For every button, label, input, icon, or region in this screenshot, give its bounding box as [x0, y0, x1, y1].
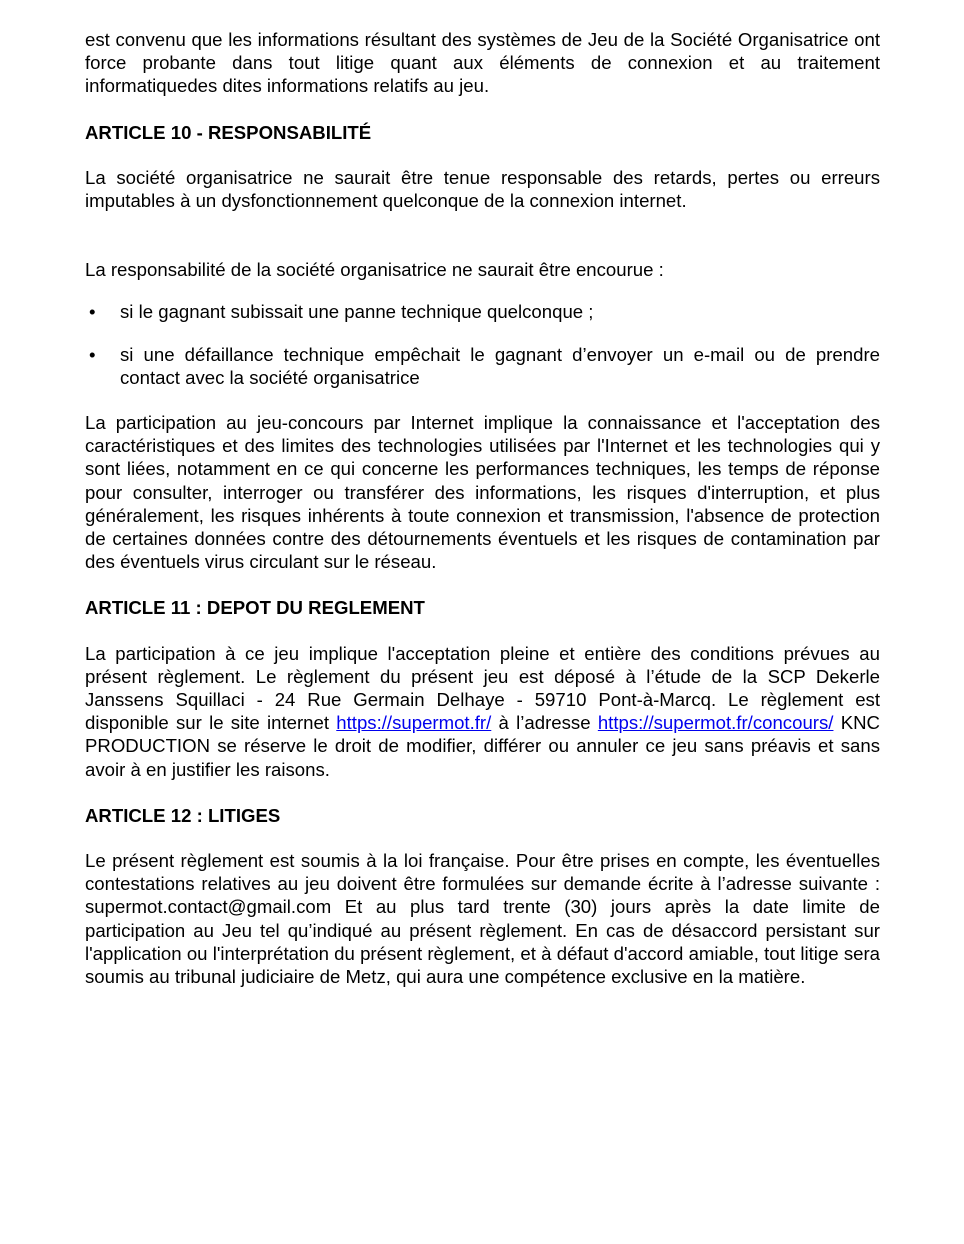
bullet-list-responsabilite	[85, 300, 880, 389]
paragraph-article-12-litiges: Le présent règlement est soumis à la loi française. Pour être prises en compte, les éventuelles contestations relatives au jeu doivent être formulées sur demande écrite à l’adresse suivante : supermot.contact@gmail.com Et au plus tard trente (30) jours après la date limite de participation au Jeu tel qu’indiqué au présent règlement. En cas de désaccord persistant sur l'application ou l'interprétation du présent règlement, et à défaut d'accord amiable, tout litige sera soumis au tribunal judiciaire de Metz, qui aura une compétence exclusive en la matière.	[85, 850, 880, 988]
spacer	[85, 827, 880, 849]
list-item-text: si le gagnant subissait une panne technique quelconque ;	[120, 301, 594, 323]
reglement-link-1[interactable]: https://supermot.fr/	[336, 712, 492, 734]
spacer	[85, 281, 880, 300]
paragraph-article-10-responsabilite: La société organisatrice ne saurait être tenue responsable des retards, pertes ou erreurs imputables à un dysfonctionnement quelconque de la connexion internet.	[85, 166, 880, 212]
heading-article-12: ARTICLE 12 : LITIGES	[85, 804, 281, 826]
spacer	[85, 389, 880, 411]
list-item-text: si une défaillance technique empêchait le gagnant d’envoyer un e-mail ou de prendre contact avec la société organisatrice	[120, 343, 880, 388]
heading-article-11: ARTICLE 11 : DEPOT DU REGLEMENT	[85, 597, 425, 619]
heading-article-10: ARTICLE 10 - RESPONSABILITÉ	[85, 121, 372, 143]
paragraph-text-run: La participation à ce jeu implique l'acceptation pleine et entière des conditions prévues au présent règlement. Le règlement du présent jeu est déposé à l’étude de la SCP Dekerle Janssens Squillaci - 24 Rue Germain Delhaye - 59710 Pont-à-Marcq. Le règlement est disponible sur le site internet	[85, 642, 880, 734]
list-item	[85, 343, 880, 389]
paragraph-article-10-technologies: La participation au jeu-concours par Internet implique la connaissance et l'acceptation des caractéristiques et des limites des technologies utilisées par l'Internet et les technologies qui y sont liées, notamment en ce qui concerne les performances techniques, les temps de réponse pour consulter, interroger ou transférer des informations, les risques d'interruption, et plus généralement, les risques inhérents à toute connexion et transmission, l'absence de protection de certaines données contre des détournements éventuels et les risques de contamination par des éventuels virus circulant sur le réseau.	[85, 412, 880, 573]
paragraph-intro: est convenu que les informations résultant des systèmes de Jeu de la Société Organisatrice ont force probante dans tout litige quant aux éléments de connexion et au traitement informatiquedes dites informations relatifs au jeu.	[85, 29, 880, 97]
spacer	[85, 98, 880, 121]
reglement-link-2[interactable]: https://supermot.fr/concours/	[597, 712, 834, 734]
spacer	[85, 573, 880, 596]
document-body	[85, 28, 880, 988]
paragraph-text-run: KNC PRODUCTION se réserve le droit de modifier, différer ou annuler ce jeu sans préavis et sans avoir à en justifier les raisons.	[85, 712, 880, 780]
paragraph-text-run: à l’adresse	[491, 712, 598, 734]
paragraph-article-10-encourue: La responsabilité de la société organisatrice ne saurait être encourue :	[85, 259, 664, 281]
spacer	[85, 620, 880, 642]
list-item	[85, 300, 880, 323]
paragraph-article-11-depot	[85, 642, 880, 781]
spacer	[85, 144, 880, 166]
bullet-marker-icon: •	[89, 343, 96, 365]
spacer	[85, 212, 880, 258]
spacer	[85, 781, 880, 804]
bullet-marker-icon: •	[89, 301, 96, 323]
